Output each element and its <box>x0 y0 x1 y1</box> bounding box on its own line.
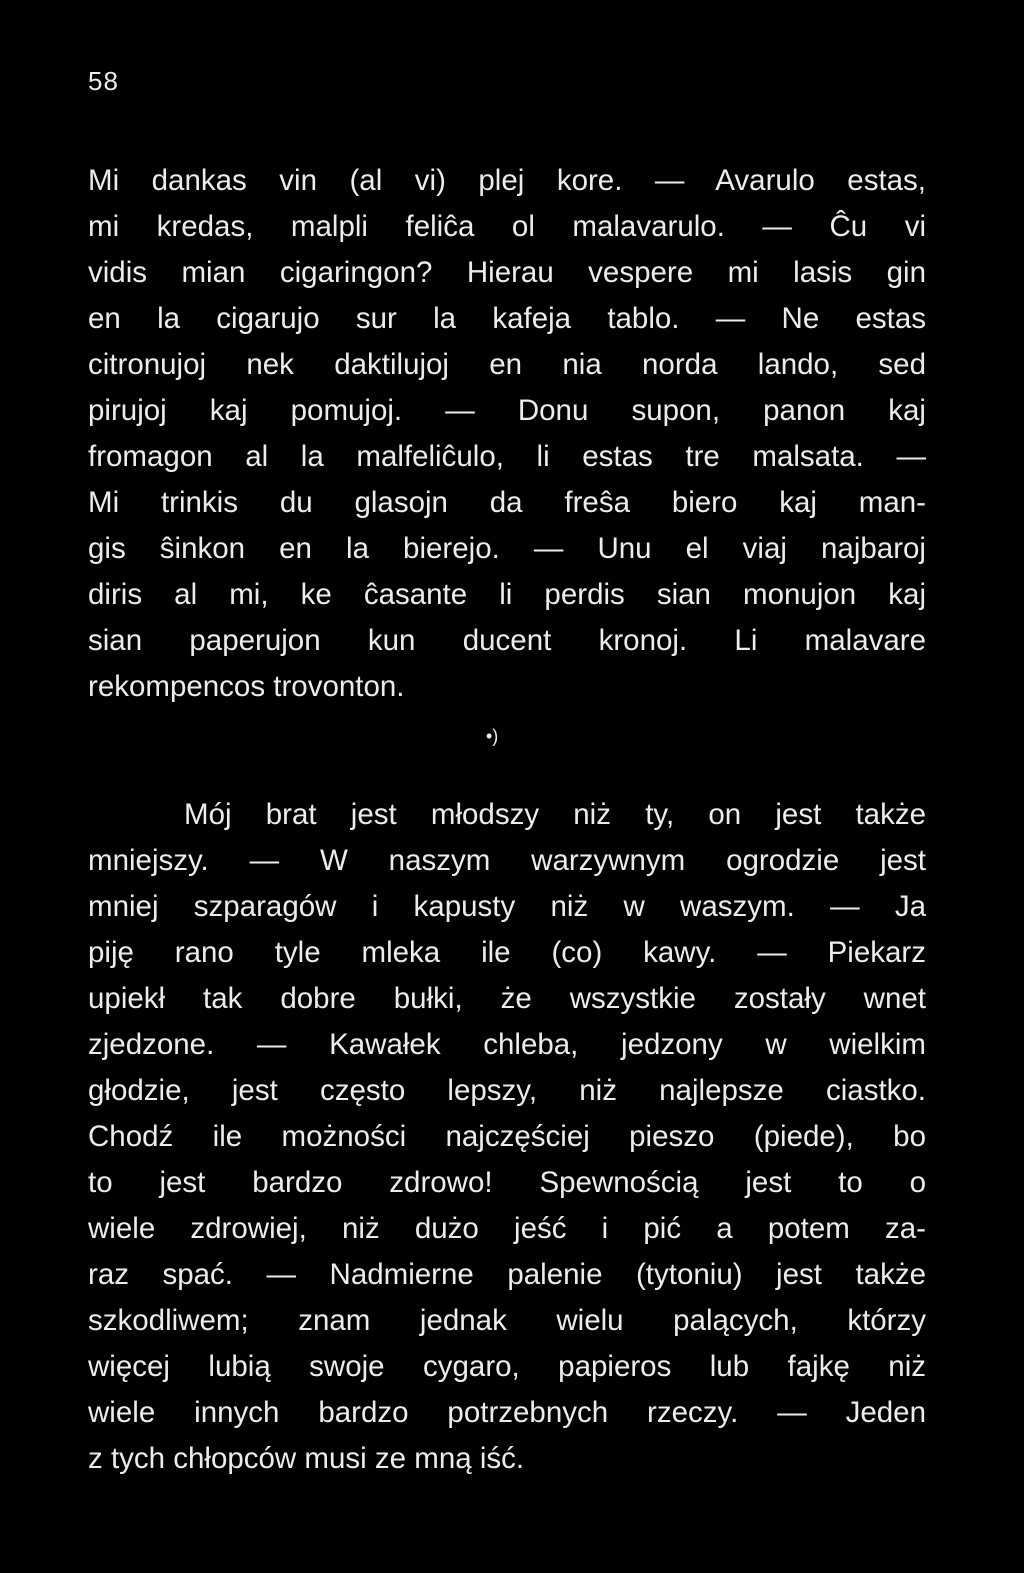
text-line: rekompencos trovonton. <box>88 670 405 703</box>
text-line: pirujoj kaj pomujoj. — Donu supon, panon kaj <box>88 394 926 427</box>
text-line: Chodź ile możności najczęściej pieszo (piede), bo <box>88 1120 926 1153</box>
text-line: zjedzone. — Kawałek chleba, jedzony w wielkim <box>88 1028 926 1061</box>
text-line: vidis mian cigaringon? Hierau vespere mi lasis gin <box>88 256 926 289</box>
text-line: szkodliwem; znam jednak wielu palących, którzy <box>88 1304 926 1337</box>
text-line: citronujoj nek daktilujoj en nia norda lando, sed <box>88 348 926 381</box>
text-line: raz spać. — Nadmierne palenie (tytoniu) jest także <box>88 1258 926 1291</box>
text-line: z tych chłopców musi ze mną iść. <box>88 1442 525 1475</box>
text-line: diris al mi, ke ĉasante li perdis sian monujon kaj <box>88 578 926 611</box>
text-line: en la cigarujo sur la kafeja tablo. — Ne estas <box>88 302 926 335</box>
text-line: Mój brat jest młodszy niż ty, on jest także <box>184 798 926 831</box>
footnote-marker: •) <box>486 726 499 746</box>
text-line: sian paperujon kun ducent kronoj. Li malavare <box>88 624 926 657</box>
text-line: fromagon al la malfeliĉulo, li estas tre malsata. — <box>88 440 926 473</box>
esperanto-paragraph <box>88 158 926 710</box>
text-line: upiekł tak dobre bułki, że wszystkie zostały wnet <box>88 982 926 1015</box>
text-line: głodzie, jest często lepszy, niż najlepsze ciastko. <box>88 1074 926 1107</box>
text-line: mniejszy. — W naszym warzywnym ogrodzie jest <box>88 844 926 877</box>
text-line: mniej szparagów i kapusty niż w waszym. — Ja <box>88 890 926 923</box>
text-line: wiele innych bardzo potrzebnych rzeczy. — Jeden <box>88 1396 926 1429</box>
text-line: Mi dankas vin (al vi) plej kore. — Avarulo estas, <box>88 164 926 197</box>
text-line: więcej lubią swoje cygaro, papieros lub fajkę niż <box>88 1350 926 1383</box>
text-line: piję rano tyle mleka ile (co) kawy. — Piekarz <box>88 936 926 969</box>
page-number: 58 <box>88 66 119 96</box>
text-line: Mi trinkis du glasojn da freŝa biero kaj man- <box>88 486 926 519</box>
text-line: gis ŝinkon en la bierejo. — Unu el viaj najbaroj <box>88 532 926 565</box>
text-line: to jest bardzo zdrowo! Spewnością jest to o <box>88 1166 926 1199</box>
text-line: wiele zdrowiej, niż dużo jeść i pić a potem za- <box>88 1212 926 1245</box>
polish-paragraph <box>88 792 926 1482</box>
text-line: mi kredas, malpli feliĉa ol malavarulo. — Ĉu vi <box>88 210 926 243</box>
